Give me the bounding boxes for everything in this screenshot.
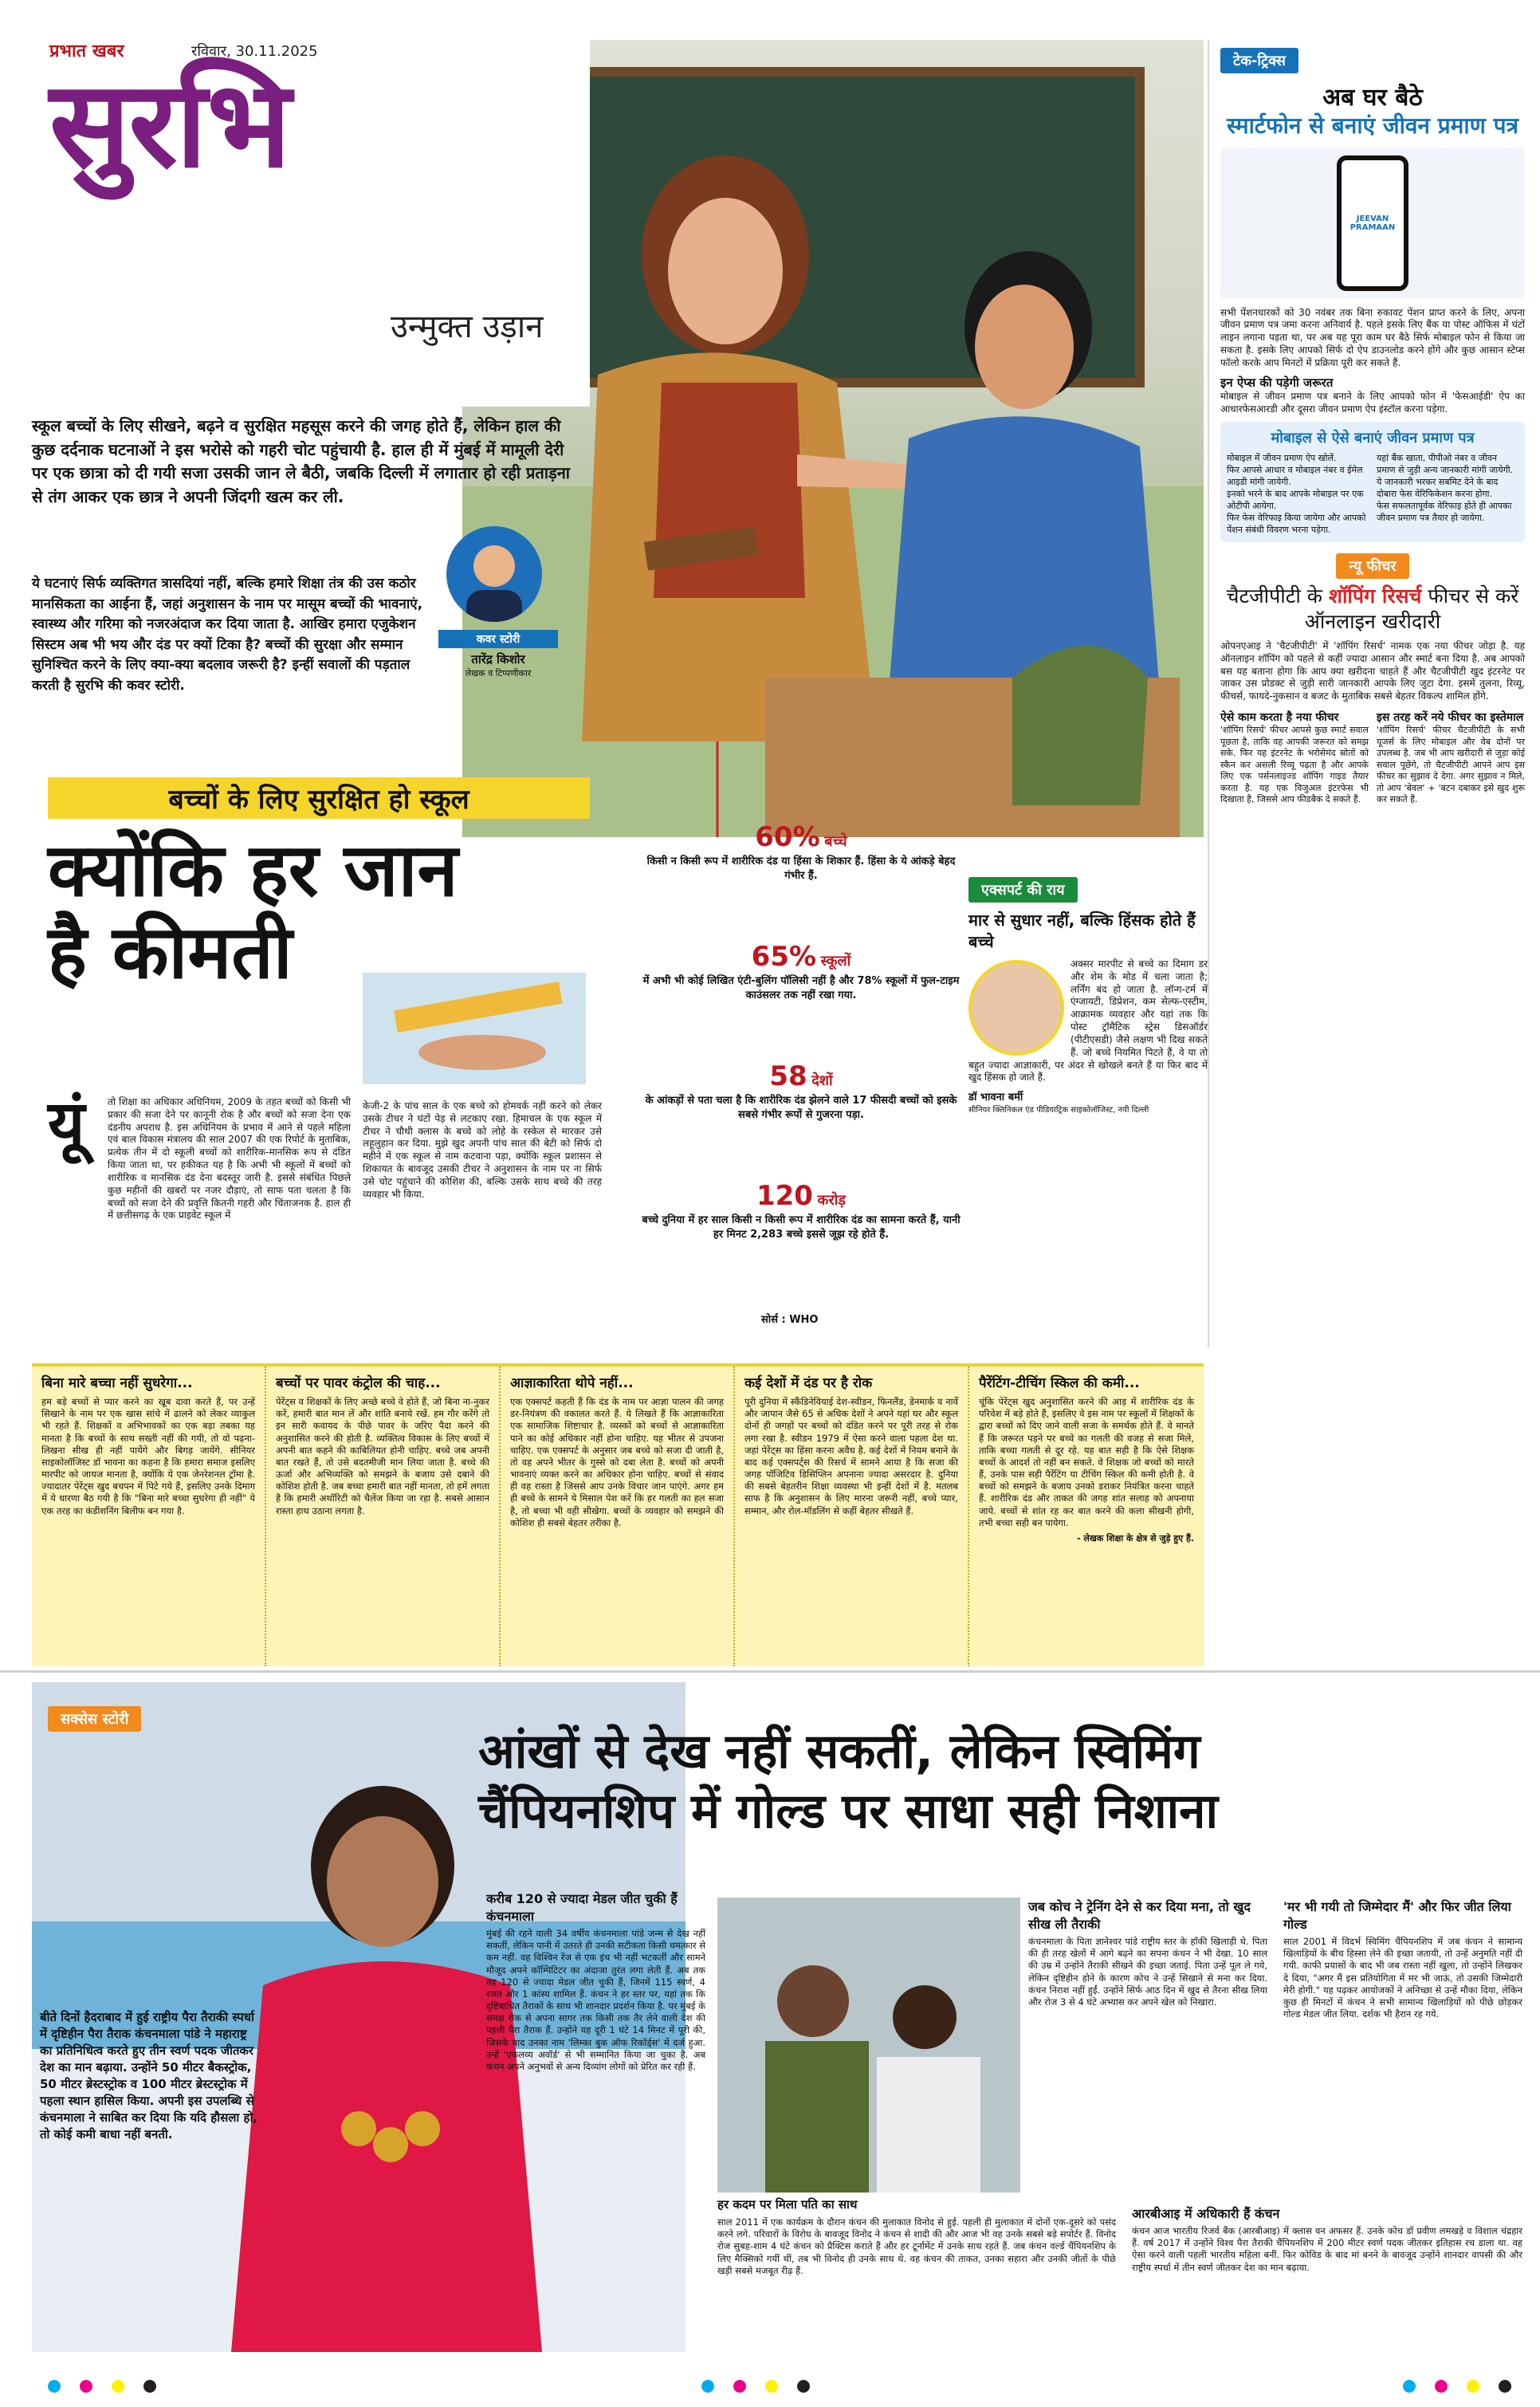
newfeature-sub2: इस तरह करें नये फीचर का इस्तेमाल bbox=[1377, 711, 1524, 725]
success-headline: आंखों से देख नहीं सकतीं, लेकिन स्विमिंग चैंपियनशिप में गोल्ड पर साधा सही निशाना bbox=[478, 1724, 1219, 1839]
phone-graphic bbox=[1220, 147, 1525, 299]
success-col-1: करीब 120 से ज्यादा मेडल जीत चुकी हैं कंचनमाला मुंबई की रहने वाली 34 वर्षीय कंचनमाला पांडे जन्म से देख नहीं सकतीं, लेकिन पानी में उतरते ही उनकी सटीकता किसी चमत्कार से कम नहीं. वह विश्विन रेंज से एक इंच भी नहीं भटकतीं और सामने मौजूद अपने कॉम्पिटिटर का अंदाजा तुरंत लगा लेती हैं. अब तक वह 120 से ज्यादा मेडल जीत चुकी हैं, जिनमें 115 स्वर्ण, 4 रजत और 1 कांस्य शामिल हैं. कंचन ने हर स्तर पर, यहां तक कि दृष्टिबाधित तैराकों के साथ भी शानदार प्रदर्शन किया है. पर मुंबई के समक्ष रोक से अपना सागर तक किसी तक तैर लेने वाली देश की पहली पैरा तैराक हैं. उन्होंने यह दूरी 1 घंटे 14 मिनट में पूरी की, जिसके बाद उनका नाम 'लिम्का बुक ऑफ रिकॉर्ड्स' में दर्ज हुआ. उन्हें 'एकलव्य अवॉर्ड' से भी सम्मानित किया जा चुका है. अब कंचन अपने अनुभवों से अन्य दिव्यांग लोगों को प्रेरित कर रही हैं. bbox=[486, 1891, 705, 2072]
techtricks-tag: टेक-ट्रिक्स bbox=[1220, 48, 1298, 73]
expert-tag: एक्सपर्ट की राय bbox=[968, 877, 1078, 903]
newfeature-sub1: ऐसे काम करता है नया फीचर bbox=[1220, 711, 1339, 725]
success-col-3: जब कोच ने ट्रेनिंग देने से कर दिया मना, तो खुद सीख ली तैराकी कंचनमाला के पिता ज्ञानेश्वर पांडे राष्ट्रीय स्तर के हॉकी खिलाड़ी थे. पिता की ही तरह खेलों में आगे बढ़ने का सपना कंचन ने भी देखा. 10 साल की उम्र में उन्होंने तैराकी सीखने की इच्छा जताई. पिता उन्हें पूल ले गये, लेकिन दृष्टिहीन होने के कारण कोच ने उन्हें सिखाने से मना कर दिया. कंचन निराश नहीं हुईं. उन्होंने सिर्फ आठ दिन में खुद से तैरना सीख लिया और रोज 3 से 4 घंटे अभ्यास कर अपने खेल को निखारा. bbox=[1028, 1899, 1267, 2008]
byline: कवर स्टोरी तारेंद्र किशोर लेखक व टिप्पणीकार bbox=[438, 630, 558, 679]
registration-dot bbox=[765, 2380, 778, 2393]
steps-left: मोबाइल में जीवन प्रमाण ऐप खोलें. फिर आपसे आधार व मोबाइल नंबर व ईमेल आइडी मांगी जायेगी. इनको भरने के बाद आपके मोबाइल पर एक ओटीपी आयेगा. फिर फेस वेरिफाइ किया जायेगा और आपको पेंशन संबंधी विवरण भरना पड़ेगा. bbox=[1227, 453, 1366, 536]
newfeature-title: चैटजीपीटी के शॉपिंग रिसर्च फीचर से करें ऑनलाइन खरीदारी bbox=[1226, 584, 1519, 633]
issue-date: रविवार, 30.11.2025 bbox=[191, 43, 318, 60]
success-col-2: साल 2011 में एक कार्यक्रम के दौरान कंचन की मुलाकात विनोद से हुई. पहली ही मुलाकात में दोनों एक-दूसरे को पसंद करने लगे. परिवारों के विरोध के बावजूद विनोद ने कंचन से शादी की और आज भी वह उनके सबसे बड़े सपोर्टर हैं. विनोद रोज सुबह-शाम 4 घंटे कंचन को प्रैक्टिस कराते हैं और हर टूर्नामेंट में उनके साथ रहते हैं. जब कंचन वर्ल्ड चैंपियनशिप के लिए मैक्सिको गयीं थीं, तब भी विनोद ही उनके साथ थे. वह कंचन की ताकत, उनका सहारा और उनकी जीतों के पीछे खड़ी सबसे मजबूत रीढ़ हैं. bbox=[717, 2216, 1116, 2276]
techtricks-sub-text: मोबाइल से जीवन प्रमाण पत्र बनाने के लिए आपको फोन में 'फेसआईडी' ऐप का आधारफेसआरडी और दूसरा जीवन प्रमाण ऐप इंस्टॉल करना पड़ेगा. bbox=[1220, 390, 1525, 415]
section-divider bbox=[0, 1670, 1540, 1673]
techtricks-sub: इन ऐप्स की पड़ेगी जरूरत bbox=[1220, 375, 1334, 390]
expert-text: अक्सर मारपीट से बच्चे का दिमाग डर और शेम के मोड में चला जाता है; लर्निंग बंद हो जाता है. लॉन्ग-टर्म में एंग्जायटी, डिप्रेशन, कम सेल्फ-एस्टीम, आक्रामक व्यवहार और यहां तक कि पोस्ट ट्रॉमैटिक स्ट्रेस डिसऑर्डर (पीटीएसडी) जैसे लक्षण भी दिख सकते हैं. जो बच्चे नियमित पिटते हैं, वे या तो बहुत ज्यादा आज्ञाकारी, पर अंदर से खोखले बनते हैं या फिर बाद में खुद हिंसक हो जाते हैं. bbox=[968, 958, 1208, 1084]
swimmer-caption: बीते दिनों हैदराबाद में हुई राष्ट्रीय पैरा तैराकी स्पर्धा में दृष्टिहीन पैरा तैराक कंचनमाला पांडे ने महाराष्ट्र का प्रतिनिधित्व करते हुए तीन स्वर्ण पदक जीतकर देश का मान बढ़ाया. उन्होंने 50 मीटर बैकस्ट्रोक, 50 मीटर ब्रेस्टस्ट्रोक व 100 मीटर ब्रेस्टस्ट्रोक में पहला स्थान हासिल किया. अपनी इस उपलब्धि से कंचनमाला ने साबित कर दिया कि यदि हौसला हो, तो कोई कमी बाधा नहीं बनती. bbox=[40, 2010, 258, 2142]
newfeature-sub2-text: 'शॉपिंग रिसर्च' फीचर चैटजीपीटी के सभी यूजर्स के लिए मोबाइल और वेब दोनों पर उपलब्ध है. जब भी आप खरीदारी से जुड़ा कोई सवाल पूछेंगे, तो चैटजीपीटी आपने आप इस फीचर का सुझाव दे देगा. अगर सुझाव न मिले, तो आप 'बेवल' + 'बटन दबाकर इसे खुद शुरू कर सकते हैं. bbox=[1377, 725, 1525, 805]
phone-icon: JEEVAN PRAMAAN bbox=[1337, 155, 1408, 291]
tagline: उन्मुक्त उड़ान bbox=[391, 309, 544, 345]
intro-body: ये घटनाएं सिर्फ व्यक्तिगत त्रासदियां नहीं, बल्कि हमारे शिक्षा तंत्र की उस कठोर मानसिकता का आईना हैं, जहां अनुशासन के नाम पर मासूम बच्चों की भावनाएं, स्वास्थ्य और गरिमा को नजरअंदाज कर दिया जाता है. आखिर हमारा एजुकेशन सिस्टम अब भी भय और दंड पर क्यों टिका है? बच्चों की सुरक्षा और सम्मान सुनिश्चित करने के लिए क्या-क्या बदलाव जरूरी है? इन्हीं सवालों की पड़ताल करती है सुरभि की कवर स्टोरी. bbox=[32, 576, 423, 694]
masthead bbox=[0, 0, 590, 407]
strip-column: आज्ञाकारिता थोपे नहीं... एक एक्सपर्ट कहती हैं कि दंड के नाम पर आज्ञा पालन की जगह डर-नियंत्रण की वकालत करते हैं. ये लिखते हैं कि आज्ञाकारिता एक सामाजिक शिष्टाचार है. व्यस्कों को बच्चों से आज्ञाकारिता पाने का कोई अधिकार नहीं होना चाहिए. यह भीतर से उपजना चाहिए. एक एक्सपर्ट के अनुसार जब बच्चे को सजा दी जाती है, तो वह अपने भीतर के गुस्से को दबा लेता है. बच्चों को अपनी भावनाएं व्यक्त करने का अधिकार होना चाहिए. बच्चों से संवाद ही वह रास्ता है जिससे आप उनके विचार जान पाएंगे. अगर हम ही बच्चे के सामने ये मिसाल पेश करें कि हर गलती का हल सजा है, तो बच्चा भी वही सीखेगा. बच्चों के व्यवहार को समझने की कोशिश ही सबसे बेहतर तरीका है. bbox=[501, 1367, 735, 1666]
registration-dot bbox=[80, 2380, 92, 2393]
techtricks-title-1: अब घर बैठे bbox=[1322, 84, 1423, 112]
opinion-strip bbox=[32, 1363, 1204, 1666]
newfeature-sub1-text: 'शॉपिंग रिसर्च' फीचर आपसे कुछ स्मार्ट सवाल पूछता है, ताकि वह आपकी जरूरत को समझ सके. फिर यह इंटरनेट के भरोसेमंद स्रोतों को स्कैन कर असली रिव्यू पढ़ता है और आपके लिए एक पर्सनलाइज्ड शॉपिंग गाइड तैयार करता है. यह एक विजुअल इंटरफेस भी दिखाता है, जिससे आप फीडबैक दे सकते हैं. bbox=[1220, 725, 1369, 805]
registration-dot bbox=[1403, 2380, 1416, 2393]
registration-dot bbox=[1467, 2380, 1479, 2393]
ruler-hand-icon bbox=[363, 973, 586, 1084]
success-tag: सक्सेस स्टोरी bbox=[48, 1706, 141, 1732]
expert-role: सीनियर क्लिनिकल एंड पीडियाट्रिक साइकोलॉजिस्ट, नयी दिल्ली bbox=[968, 1106, 1149, 1115]
stats-panel bbox=[642, 821, 961, 1339]
couple-photo bbox=[717, 1898, 1020, 2193]
stats-source: सोर्स : WHO bbox=[761, 1314, 819, 1326]
section-title: सुरभि bbox=[49, 56, 290, 195]
steps-right: यहां बैंक खाता, पीपीओ नंबर व जीवन प्रमाण से जुड़ी अन्य जानकारी मांगी जायेगी. ये जानकारी भरकर सबमिट देने के बाद दोबारा फेस वेरिफिकेशन करना होगा. फेस सफलतापूर्वक वेरिफाइ होते ही आपका जीवन प्रमाण पत्र तैयार हो जायेगा. bbox=[1377, 453, 1514, 524]
techtricks-body: सभी पेंशनधारकों को 30 नवंबर तक बिना रुकावट पेंशन प्राप्त करने के लिए, अपना जीवन प्रमाण पत्र जमा करना अनिवार्य है. पहले इसके लिए बैंक या पोस्ट ऑफिस में घंटों लाइन लगाना पड़ता था, पर अब यह पूरा काम घर बैठे सिर्फ मोबाइल फोन से किया जा सकता है. इसके लिए आपको सिर्फ दो ऐप डाउनलोड करने होंगे और कुछ आसान स्टेप्स फॉलो करके आप मिनटों में प्रक्रिया पूरी कर सकते हैं. bbox=[1220, 306, 1525, 368]
article-col-2: केजी-2 के पांच साल के एक बच्चे को होमवर्क नहीं करने को लेकर उसके टीचर ने घंटों पेड़ से लटकाए रखा. हिमाचल के एक स्कूल में टीचर ने चौथी क्लास के बच्चे को लोहे के रस्केल से मारकर उसे लहूलुहान कर दिया. मुझे खुद अपनी पांच साल की बेटी को सिर्फ दो महीने में एक स्कूल से नाम कटवाना पड़ा, क्योंकि स्कूल प्रशासन से शिकायत के बावजूद उसकी टीचर ने अनुशासन के नाम पर ना सिर्फ उसे चोट पहुंचाने की कोशिश की, बल्कि उसके साथ बच्चे की तरह व्यवहार भी किया. bbox=[363, 1100, 602, 1200]
kicker: बच्चों के लिए सुरक्षित हो स्कूल bbox=[48, 777, 590, 819]
newfeature-tag: न्यू फीचर bbox=[1336, 553, 1408, 579]
registration-dot bbox=[733, 2380, 746, 2393]
strip-column: कई देशों में दंड पर है रोक पूरी दुनिया में स्कैंडिनेवियाई देश-स्वीडन, फिनलैंड, डेनमार्क व नार्वे और जापान जैसे 65 से अधिक देशों ने अपने यहां घर और स्कूल दोनों ही जगहों पर बच्चों को दंडित करने पर पूरी तरह से रोक लगा रखा है. स्वीडन 1979 में ऐसा करने वाला पहला देश था. जहां पेरेंट्स का हिंसा करना अवैध है. कई देशों में नियम बनाने के बाद कई एक्सपर्ट्स की रिसर्च में सामने आया है कि सजा की जगह पॉजिटिव डिसिप्लिन अपनाना ज्यादा असरदार है. दुनिया की सबसे बेहतरीन शिक्षा व्यवस्था भी इन्हीं देशों में है. मतलब साफ है कि अनुशासन के लिए मारना जरूरी नहीं, बच्चे प्यार, सम्मान, और रोल-मॉडलिंग से कहीं बेहतर सीखते हैं. bbox=[735, 1367, 969, 1666]
newfeature-body: ओपनएआइ ने 'चैटजीपीटी' में 'शॉपिंग रिसर्च' नामक एक नया फीचर जोड़ा है. यह ऑनलाइन शॉपिंग को पहले से कहीं ज्यादा आसान और स्मार्ट बना दिया है. अब आपको बस यह बताना होगा कि आप क्या खरीदना चाहते हैं और चैटजीपीटी खुद इंटरनेट पर जाकर उस प्रोडक्ट से जुड़ी सारी जानकारी आपके लिए जुटा देगा. इसमें तुलना, रिव्यू, फीचर्स, फायदे-नुकसान व बजट के मुताबिक सबसे बेहतर विकल्प शामिल होंगे. bbox=[1220, 639, 1525, 702]
success-col-4: 'मर भी गयी तो जिम्मेदार मैं' और फिर जीत लिया गोल्ड साल 2001 में विदर्भ स्विमिंग चैंपियनशिप में जब कंचन ने सामान्य खिलाड़ियों के बीच हिस्सा लेने की इच्छा जतायी, तो उन्हें अनुमति नहीं दी गयी. काफी प्रयासों के बाद भी जब रास्ता नहीं खुला, तो उन्होंने लिखकर दे दिया, "अगर मैं इस प्रतियोगिता में मर भी जाऊं, तो उसकी जिम्मेदारी मेरी होगी." यह पढ़कर आयोजकों ने अनिच्छा से उन्हें मौका दिया, लेकिन कुछ ही मिनटों में कंचन ने सभी सामान्य खिलाड़ियों को पीछे छोड़कर गोल्ड मेडल जीत लिया. दर्शक भी हैरान रह गये. bbox=[1283, 1899, 1522, 2020]
strip-column: बिना मारे बच्चा नहीं सुधरेगा... हम बड़े बच्चों से प्यार करने का खूब दावा करते हैं, पर उन्हें सिखाने के नाम पर एक खास सांचे में ढालने को लेकर व्याकुल भी रहते हैं. शिक्षकों व अभिभावकों का एक बड़ा तबका यह मानता है कि बच्चों के साथ सख्ती नहीं की गयी, तो वो पढ़ना-लिखना सीख ही नहीं पायेंगे और बिगड़ जायेंगे. सीनियर साइकोलॉजिस्ट डॉ भावना का कहना है कि हमारा समाज इसलिए मारपीट को जायज मानता है, क्योंकि ये एक जेनरेशनल ट्रॉमा है. ज्यादातर पेरेंट्स खुद बचपन में पिटे गये हैं, इसलिए उनके दिमाग में ये धारणा बैठ गयी है कि "बिना मारे बच्चा सुधरेगा ही नहीं" ये एक तरह का कंडीशनिंग बिलीफ बन गया है. bbox=[32, 1367, 266, 1666]
couple-caption: हर कदम पर मिला पति का साथ bbox=[717, 2197, 858, 2212]
registration-dot bbox=[112, 2380, 124, 2393]
steps-box: मोबाइल से ऐसे बनाएं जीवन प्रमाण पत्र मोबाइल में जीवन प्रमाण ऐप खोलें. फिर आपसे आधार व मोबाइल नंबर व ईमेल आइडी मांगी जायेगी. इनको भरने के बाद आपके मोबाइल पर एक ओटीपी आयेगा. फिर फेस वेरिफाइ किया जायेगा और आपको पेंशन संबंधी विवरण भरना पड़ेगा. यहां बैंक खाता, पीपीओ नंबर व जीवन प्रमाण से जुड़ी अन्य जानकारी मांगी जायेगी. ये जानकारी भरकर सबमिट देने के बाद दोबारा फेस वेरिफिकेशन करना होगा. फेस सफलतापूर्वक वेरिफाइ होते ही आपका जीवन प्रमाण पत्र तैयार हो जायेगा. bbox=[1220, 422, 1525, 542]
success-col-5: आरबीआइ में अधिकारी हैं कंचन कंचन आज भारतीय रिजर्व बैंक (आरबीआइ) में क्लास वन अफसर हैं. उनके कोच डॉ प्रवीण लमखड़े व विशाल चंद्रहार हैं. वर्ष 2017 में उन्होंने विश्व पैरा तैराकी चैंपियनशिप में 200 मीटर स्वर्ण पदक जीतकर इतिहास रच डाला था. वह ऐसा करने वाली पहली भारतीय महिला बनीं. फिर कोविड के बाद मां बनने के बावजूद उन्होंने शानदार वापसी की और राष्ट्रीय स्पर्धा में तीन स्वर्ण जीतकर देश का मान बढ़ाया. bbox=[1132, 2206, 1522, 2273]
article-col-1: तो शिक्षा का अधिकार अधिनियम, 2009 के तहत बच्चों को किसी भी प्रकार की सजा देने पर कानूनी रोक है और बच्चों को सजा देना एक दंडनीय अपराध है. इस अधिनियम के प्रभाव में आने से पहले महिला एवं बाल विकास मंत्रालय की साल 2007 की एक रिपोर्ट के मुताबिक, प्रत्येक तीन में दो स्कूली बच्चों को शारीरिक-मानसिक रूप से दंडित किया जाता था, पर हकीकत यह है कि अभी भी स्कूलों में बच्चों को शारीरिक व मानसिक दंड देना बदस्तूर जारी है. इससे संबंधित पिछले कुछ महीनों की खबरों पर नजर दौड़ाएं, तो साफ पता चलता है कि बच्चों को सजा देने की प्रवृत्ति कितनी गहरी और चिंताजनक है. हाल ही में छत्तीसगढ़ के एक प्राइवेट स्कूल में bbox=[108, 1096, 351, 1221]
stat-item: 58 देशों के आंकड़ों से पता चला है कि शारीरिक दंड झेलने वाले 17 फीसदी बच्चों को इसके सबसे गंभीर रूपों से गुजरना पड़ा. bbox=[645, 1060, 957, 1121]
registration-dot bbox=[143, 2380, 156, 2393]
registration-dot bbox=[1499, 2380, 1511, 2393]
registration-dot bbox=[48, 2380, 61, 2393]
couple-icon bbox=[717, 1898, 1020, 2193]
techtricks-title-2: स्मार्टफोन से बनाएं जीवन प्रमाण पत्र bbox=[1227, 112, 1518, 139]
author-photo bbox=[446, 526, 542, 622]
expert-box bbox=[968, 877, 1208, 1323]
stat-item: 120 करोड़ बच्चे दुनिया में हर साल किसी न किसी रूप में शारीरिक दंड का सामना करते हैं, यानी हर मिनट 2,283 बच्चे इससे जूझ रहे होते हैं. bbox=[642, 1180, 961, 1241]
drop-cap: यूं bbox=[48, 1087, 85, 1161]
right-column bbox=[1208, 40, 1536, 1347]
stat-item: 65% स्कूलों में अभी भी कोई लिखित एंटी-बुलिंग पॉलिसी नहीं है और 78% स्कूलों में फुल-टाइम काउंसलर तक नहीं रखा गया. bbox=[642, 941, 960, 1001]
strip-column: बच्चों पर पावर कंट्रोल की चाह... पेरेंट्स व शिक्षकों के लिए अच्छे बच्चे वे होते हैं, जो बिना ना-नुकर करें, हमारी बात मान लें और शांति बनाये रखें. हम गौर करेंगे तो इन सारी कवायद के पीछे पावर के जरिए पैदा करने की अनुशासित करने की होती है. व्यक्तित्व विकास के लिए बच्चों में अपनी बात कहने की काबिलियत होनी चाहिए. बच्चे जब अपनी बात रखते हैं, तो उसे बदतमीजी मान लिया जाता है. बच्चे की ऊर्जा और अभिव्यक्ति को समझने के बजाय उसे दबाने की कोशिश होती है. जब बच्चा हमारी बात नहीं मानता, तो हमें लगता है कि हमारी अथॉरिटी को चैलेंज किया जा रहा है. सबसे आसान रास्ता हाथ उठाना लगता है. bbox=[266, 1367, 501, 1666]
ruler-hand-photo bbox=[363, 973, 586, 1084]
author-avatar-icon bbox=[446, 526, 542, 622]
expert-name: डॉ भावना बर्मी bbox=[968, 1091, 1023, 1104]
strip-column: पैरेंटिंग-टीचिंग स्किल की कमी... चूंकि पेरेंट्स खुद अनुशासित करने की आड़ में शारीरिक दंड के परिवेश में बड़े होते हैं, इसलिए वे इस नाम पर स्कूलों में शिक्षकों के द्वारा बच्चों को दिए जाने वाली सजा के समर्थक होते हैं. वे मानते हैं कि जरूरत पड़ने पर बच्चे का गलती की वजह से सजा मिले, ताकि बच्चा गलती से दूर रहे. यह बात सही है कि ऐसे शिक्षक बच्चों के आदर्श तो नहीं बन सकते. वे शिक्षक जो बच्चों को मारते हैं, उनके पास सही पैरेंटिंग या टीचिंग स्किल की कमी होती है. वे बच्चों को समझने के बजाय उनको डराकर नियंत्रित करना चाहते हैं. शारीरिक दंड और ताकत की जगह शांत सलाह को अपनाया जाये. बच्चों से शांत रह कर बात करने की कला सीखनी होगी, तभी बच्चा सही बन पायेगा. - लेखक शिक्षा के क्षेत्र से जुड़े हुए हैं. bbox=[979, 1375, 1194, 1544]
main-headline: क्योंकि हर जान है कीमती bbox=[48, 828, 458, 996]
expert-title: मार से सुधार नहीं, बल्कि हिंसक होते हैं बच्चे bbox=[968, 910, 1196, 951]
stat-item: 60% बच्चे किसी न किसी रूप में शारीरिक दंड या हिंसा के शिकार हैं. हिंसा के ये आंकड़े बेहद गंभीर हैं. bbox=[646, 821, 956, 882]
registration-dot bbox=[1435, 2380, 1448, 2393]
expert-photo bbox=[968, 960, 1064, 1056]
brand-name: प्रभात खबर bbox=[49, 41, 124, 61]
intro-lead: स्कूल बच्चों के लिए सीखने, बढ़ने व सुरक्षित महसूस करने की जगह होते हैं, लेकिन हाल की कुछ दर्दनाक घटनाओं ने इस भरोसे को गहरी चोट पहुंचायी है. हाल ही में मुंबई में मामूली देरी पर एक छात्रा को दी गयी सजा उसकी जान ले बैठी, जबकि दिल्ली में लगातार हो रही प्रताड़ना से तंग आकर एक छात्र ने अपनी जिंदगी खत्म कर ली. bbox=[32, 416, 570, 506]
registration-dot bbox=[797, 2380, 810, 2393]
registration-dot bbox=[701, 2380, 714, 2393]
